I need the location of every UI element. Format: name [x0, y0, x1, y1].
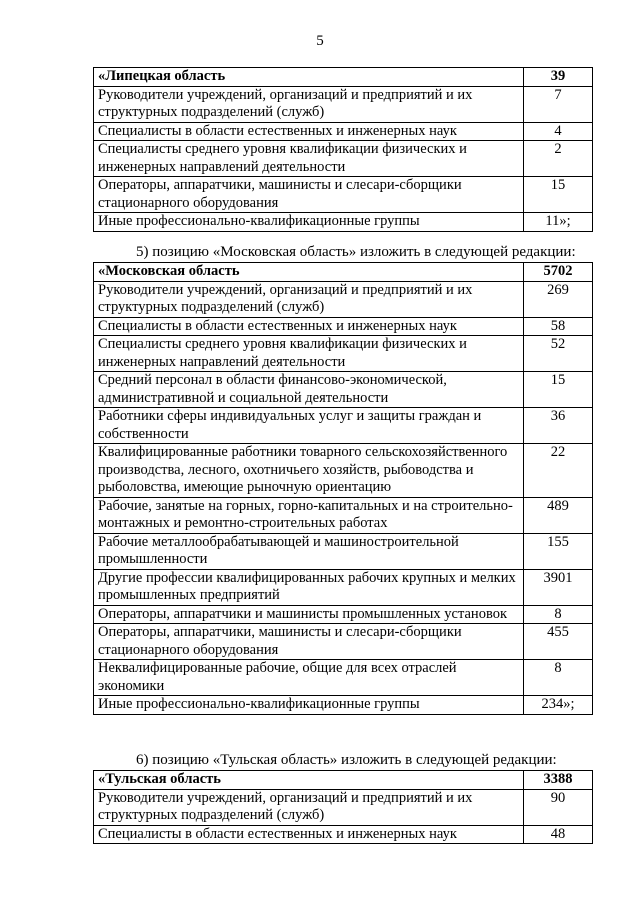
row-value: 234»;	[524, 696, 593, 715]
row-value: 90	[524, 789, 593, 825]
row-value: 36	[524, 408, 593, 444]
region-total: 39	[524, 68, 593, 87]
table-row	[94, 141, 593, 177]
row-value: 489	[524, 497, 593, 533]
row-name: Неквалифицированные рабочие, общие для всех отраслей экономики	[94, 660, 524, 696]
row-value: 4	[524, 122, 593, 141]
row-name: Работники сферы индивидуальных услуг и защиты граждан и собственности	[94, 408, 524, 444]
table-row	[94, 624, 593, 660]
row-value: 7	[524, 86, 593, 122]
row-value: 3901	[524, 569, 593, 605]
region-name: «Тульская область	[94, 771, 524, 790]
table-row	[94, 444, 593, 498]
row-name: Другие профессии квалифицированных рабочих крупных и мелких промышленных предприятий	[94, 569, 524, 605]
tula-table	[93, 770, 593, 844]
table-row	[94, 213, 593, 232]
row-name: Специалисты в области естественных и инженерных наук	[94, 825, 524, 844]
row-name: Операторы, аппаратчики, машинисты и слесари-сборщики стационарного оборудования	[94, 624, 524, 660]
row-name: Руководители учреждений, организаций и предприятий и их структурных подразделений (служб)	[94, 789, 524, 825]
region-total: 5702	[524, 263, 593, 282]
table-row	[94, 497, 593, 533]
table-row	[94, 317, 593, 336]
table-row	[94, 86, 593, 122]
row-name: Руководители учреждений, организаций и предприятий и их структурных подразделений (служб)	[94, 281, 524, 317]
page-number: 5	[316, 33, 324, 49]
row-value: 48	[524, 825, 593, 844]
table-header-row	[94, 68, 593, 87]
region-name: «Липецкая область	[94, 68, 524, 87]
table-header-row	[94, 771, 593, 790]
table-header-row	[94, 263, 593, 282]
table-row	[94, 372, 593, 408]
table-row	[94, 605, 593, 624]
row-name: Рабочие, занятые на горных, горно-капитальных и на строительно-монтажных и ремонтно-строительных работах	[94, 497, 524, 533]
row-name: Рабочие металлообрабатывающей и машиностроительной промышленности	[94, 533, 524, 569]
row-name: Специалисты среднего уровня квалификации физических и инженерных направлений деятельности	[94, 141, 524, 177]
table-row	[94, 696, 593, 715]
row-value: 52	[524, 336, 593, 372]
row-name: Операторы, аппаратчики, машинисты и слесари-сборщики стационарного оборудования	[94, 177, 524, 213]
table-row	[94, 825, 593, 844]
row-value: 455	[524, 624, 593, 660]
table-row	[94, 569, 593, 605]
row-name: Иные профессионально-квалификационные группы	[94, 696, 524, 715]
table-row	[94, 660, 593, 696]
region-total: 3388	[524, 771, 593, 790]
table-row	[94, 177, 593, 213]
moscow-table	[93, 262, 593, 715]
table-row	[94, 281, 593, 317]
tula-intro: 6) позицию «Тульская область» изложить в следующей редакции:	[136, 752, 557, 768]
row-name: Специалисты в области естественных и инженерных наук	[94, 122, 524, 141]
row-name: Руководители учреждений, организаций и предприятий и их структурных подразделений (служб)	[94, 86, 524, 122]
lipetsk-table	[93, 67, 593, 232]
row-name: Специалисты среднего уровня квалификации физических и инженерных направлений деятельности	[94, 336, 524, 372]
row-value: 8	[524, 605, 593, 624]
row-value: 15	[524, 372, 593, 408]
row-name: Специалисты в области естественных и инженерных наук	[94, 317, 524, 336]
table-row	[94, 789, 593, 825]
row-name: Средний персонал в области финансово-экономической, административной и социальной деятельности	[94, 372, 524, 408]
row-value: 8	[524, 660, 593, 696]
table-row	[94, 336, 593, 372]
row-value: 155	[524, 533, 593, 569]
row-value: 269	[524, 281, 593, 317]
row-value: 2	[524, 141, 593, 177]
row-value: 58	[524, 317, 593, 336]
table-row	[94, 122, 593, 141]
row-name: Операторы, аппаратчики и машинисты промышленных установок	[94, 605, 524, 624]
row-value: 11»;	[524, 213, 593, 232]
row-value: 15	[524, 177, 593, 213]
row-name: Иные профессионально-квалификационные группы	[94, 213, 524, 232]
table-row	[94, 408, 593, 444]
row-name: Квалифицированные работники товарного сельскохозяйственного производства, лесного, охотничьего хозяйств, рыбоводства и рыболовства, имеющие рыночную ориентацию	[94, 444, 524, 498]
table-row	[94, 533, 593, 569]
region-name: «Московская область	[94, 263, 524, 282]
row-value: 22	[524, 444, 593, 498]
moscow-intro: 5) позицию «Московская область» изложить в следующей редакции:	[136, 244, 576, 260]
